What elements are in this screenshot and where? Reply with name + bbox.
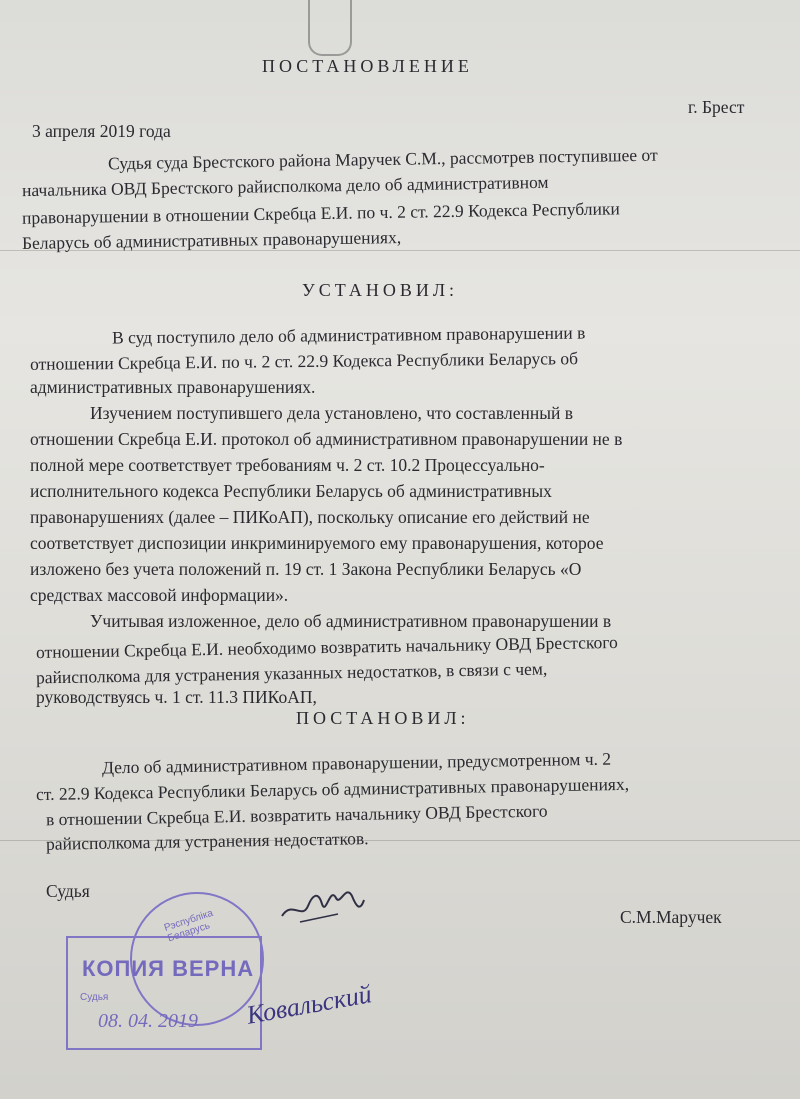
intro-line: Беларусь об административных правонарушениях, [21,227,402,253]
established-line: административных правонарушениях. [30,377,316,397]
signature-name: С.М.Маручек [620,907,722,927]
established-line: отношении Скребца Е.И. протокол об административном правонарушении не в [30,429,623,449]
established-line: руководствуясь ч. 1 ст. 11.3 ПИКоАП, [36,687,317,707]
intro-line: правонарушении в отношении Скребца Е.И. по ч. 2 ст. 22.9 Кодекса Республики [21,198,620,228]
paper-clip [308,0,352,56]
established-line: отношении Скребца Е.И. по ч. 2 ст. 22.9 Кодекса Республики Беларусь об [29,348,579,374]
stamp-word: КОПИЯ ВЕРНА [82,956,255,981]
stamp-small-text: Судья [80,992,109,1003]
resolved-line: Дело об административном правонарушении, предусмотренном ч. 2 [101,748,612,778]
established-line: исполнительного кодекса Республики Беларусь об административных [30,481,552,501]
established-line: полной мере соответствует требованиям ч. 2 ст. 10.2 Процессуально- [30,455,545,475]
established-line: правонарушениях (далее – ПИКоАП), поскольку описание его действий не [30,507,590,527]
established-line: средствах массовой информации». [30,585,289,605]
heading-established: УСТАНОВИЛ: [302,280,459,300]
handwritten-name: Ковальский [244,979,374,1030]
resolved-line: райисполкома для устранения недостатков. [45,828,369,854]
established-line: Учитывая изложенное, дело об административном правонарушении в [90,611,612,631]
resolved-line: в отношении Скребца Е.И. возвратить начальнику ОВД Брестского [45,800,548,830]
stamp-date: 08. 04. 2019 [98,1010,198,1032]
intro-line: Судья суда Брестского района Маручек С.М., рассмотрев поступившее от [107,144,658,174]
established-line: отношении Скребца Е.И. необходимо возвратить начальнику ОВД Брестского [35,631,618,663]
stamp-ring-text: Рэспубліка Беларусь [162,907,215,945]
document-title: ПОСТАНОВЛЕНИЕ [262,56,473,76]
established-line: райисполкома для устранения указанных недостатков, в связи с чем, [35,658,548,688]
intro-line: начальника ОВД Брестского райисполкома дело об административном [21,171,549,201]
copy-stamp [66,907,262,1050]
document-date: 3 апреля 2019 года [32,121,171,141]
established-line: соответствует диспозиции инкриминируемого ему правонарушения, которое [30,533,604,553]
heading-resolved: ПОСТАНОВИЛ: [296,708,470,728]
established-line: изложено без учета положений п. 19 ст. 1 Закона Республики Беларусь «О [30,559,582,579]
established-line: Изучением поступившего дела установлено, что составленный в [90,403,573,423]
signature [278,876,368,936]
resolved-line: ст. 22.9 Кодекса Республики Беларусь об административных правонарушениях, [35,773,630,805]
signature-role: Судья [46,881,90,901]
city: г. Брест [688,97,745,117]
established-line: В суд поступило дело об административном правонарушении в [111,322,586,348]
